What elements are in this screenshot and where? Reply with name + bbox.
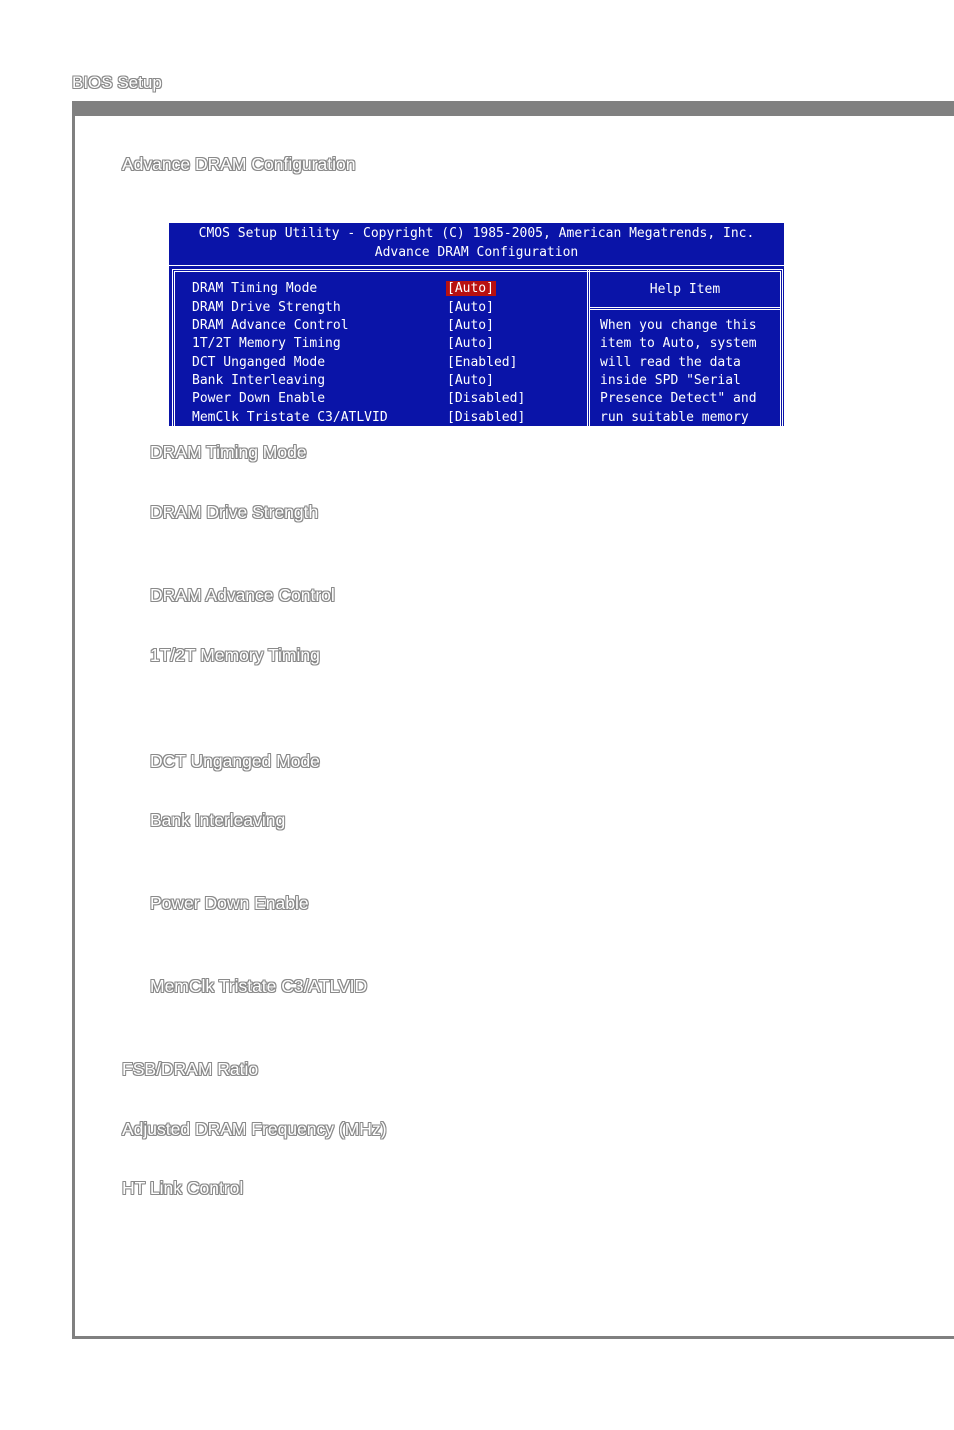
bios-option-value[interactable]: [Auto] (447, 300, 494, 315)
item-heading-adjusted-dram-frequency: Adjusted DRAM Frequency (MHz) (122, 1119, 387, 1139)
bios-option-value[interactable]: [Enabled] (447, 355, 518, 370)
bios-option-value[interactable]: [Disabled] (447, 410, 526, 425)
bios-option-value[interactable]: [Auto] (447, 318, 494, 333)
bios-help-title: Help Item (649, 282, 721, 297)
item-heading-power-down-enable: Power Down Enable (150, 893, 309, 913)
bios-help-line: inside SPD "Serial (600, 373, 741, 388)
left-border (72, 101, 75, 1339)
bios-option-value-selected[interactable]: [Auto] (447, 281, 494, 296)
bios-option-label[interactable]: 1T/2T Memory Timing (192, 336, 341, 351)
item-heading-dram-advance-control: DRAM Advance Control (150, 585, 335, 605)
bios-option-label[interactable]: MemClk Tristate C3/ATLVID (192, 410, 388, 425)
item-heading-memclk-tristate: MemClk Tristate C3/ATLVID (150, 976, 368, 996)
bios-help-line: run suitable memory (600, 410, 749, 425)
item-heading-dram-drive-strength: DRAM Drive Strength (150, 502, 319, 522)
item-heading-fsb-dram-ratio: FSB/DRAM Ratio (122, 1059, 259, 1079)
bios-subtitle: Advance DRAM Configuration (374, 245, 579, 260)
bios-help-line: will read the data (600, 355, 741, 370)
bios-option-label[interactable]: DCT Unganged Mode (192, 355, 326, 370)
bios-option-value[interactable]: [Auto] (447, 373, 494, 388)
bios-option-label[interactable]: Bank Interleaving (192, 373, 326, 388)
page-header-label: BIOS Setup (72, 73, 162, 92)
item-heading-dram-timing-mode: DRAM Timing Mode (150, 442, 307, 462)
item-heading-ht-link-control: HT Link Control (122, 1178, 244, 1198)
bios-screenshot (169, 223, 784, 426)
section-title: Advance DRAM Configuration (122, 154, 356, 174)
bios-option-label[interactable]: DRAM Drive Strength (192, 300, 341, 315)
bios-option-value[interactable]: [Disabled] (447, 391, 526, 406)
bios-header-separator (169, 265, 784, 266)
bios-help-divider (590, 307, 780, 310)
bios-help-line: When you change this (600, 318, 757, 333)
item-heading-bank-interleaving: Bank Interleaving (150, 810, 286, 830)
item-heading-memory-timing: 1T/2T Memory Timing (150, 645, 320, 665)
bios-help-line: Presence Detect" and (600, 391, 757, 406)
item-heading-dct-unganged-mode: DCT Unganged Mode (150, 751, 320, 771)
bios-option-label[interactable]: Power Down Enable (192, 391, 326, 406)
bios-option-label[interactable]: DRAM Advance Control (192, 318, 349, 333)
bios-title: CMOS Setup Utility - Copyright (C) 1985-2005, American Megatrends, Inc. (198, 226, 755, 241)
bios-option-label[interactable]: DRAM Timing Mode (192, 281, 318, 296)
bottom-border (72, 1336, 954, 1339)
header-bar (72, 101, 954, 116)
bios-help-line: item to Auto, system (600, 336, 757, 351)
bios-option-value[interactable]: [Auto] (447, 336, 494, 351)
